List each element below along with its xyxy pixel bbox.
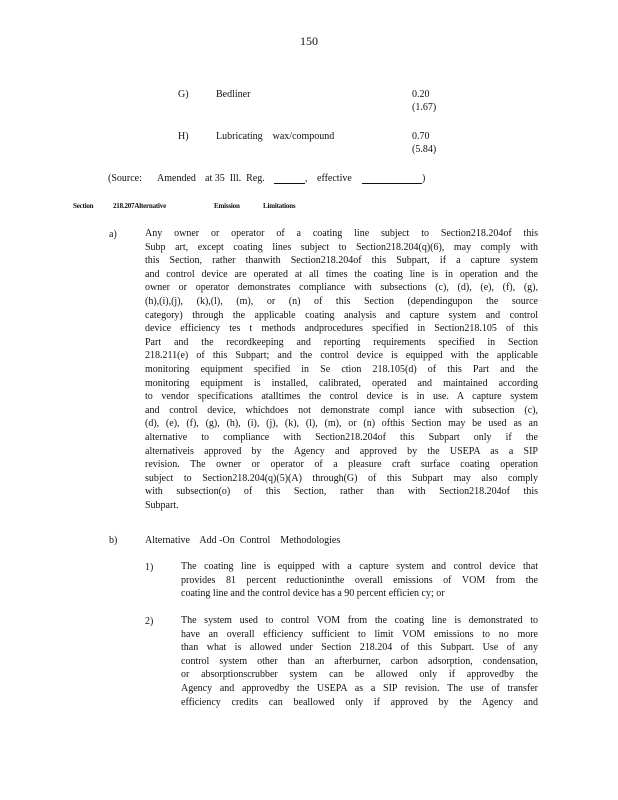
page-number: 150 (300, 34, 318, 48)
text-line: Part and the recordkeeping and reporting requirements specified in Section (145, 336, 538, 348)
text-line: category) through the applicable coating analysis and capture system and control (145, 309, 538, 321)
source-register: at 35 Ill. Reg. (205, 173, 265, 184)
text-line: The system used to control VOM from the coating line is demonstrated to (181, 615, 538, 626)
text-line: coating line and the control device has a 90 percent efficien cy; or (181, 588, 445, 600)
sub2-body (181, 614, 538, 709)
section-label: Section (73, 202, 94, 210)
text-line: efficiency credits can beallowed only if approved by the Agency and (181, 696, 538, 708)
section-title-word-2: Limitations (263, 202, 296, 210)
text-line: monitoring equipment is installed, calibrated, operated and maintained according (145, 377, 538, 389)
row-g-value2: (1.67) (412, 102, 437, 113)
text-line: (h),(i),(j), (k),(l), (m), or (n) of this Section (dependingupon the source (145, 295, 538, 307)
text-line: alternativeis approved by the Agency and approved by the USEPA as a SIP (145, 445, 538, 457)
para-a-body (145, 227, 538, 512)
para-b-label: b) (109, 535, 118, 546)
row-h-label: H) (178, 131, 189, 142)
text-line: Subpart. (145, 499, 179, 511)
source-blank-2 (362, 172, 422, 188)
text-line: (d), (e), (f), (g), (h), (i), (j), (k), (l), (m), or (n) ofthis Section may be used as an (145, 418, 538, 430)
text-line: or absorptionscrubber system can be allowed only if approvedby the (181, 669, 538, 681)
text-line: and control device, whichdoes not demonstrate compl iance with subsection (c), (145, 404, 538, 416)
row-h-item: Lubricating wax/compound (216, 131, 335, 142)
text-line: than what is allowed under Section 218.204 of this Subpart. Use of any (181, 642, 538, 654)
sub1-body (181, 560, 538, 601)
text-line: The coating line is equipped with a capture system and control device that (181, 561, 538, 572)
text-line: to vendor specifications atalltimes the control device is in use. A capture system (145, 391, 538, 403)
source-effective: effective (317, 173, 352, 184)
text-line: provides 81 percent reductioninthe overall emissions of VOM from the (181, 574, 538, 586)
text-line: owner or operator demonstrates compliance with subsections (c), (d), (e), (f), (g), (145, 282, 538, 294)
text-line: subject to Section218.204(q)(5)(A) through(G) of this Subpart may also comply (145, 472, 538, 484)
row-h-value: 0.70 (412, 131, 430, 142)
text-line: revision. The owner or operator of a pleasure craft surface coating operation (145, 459, 538, 471)
text-line: 218.211(e) of this Subpart; and the control device is equipped with the applicable (145, 350, 538, 362)
source-prefix: (Source: (108, 173, 142, 184)
para-b-title: Alternative Add -On Control Methodologies (145, 535, 341, 546)
text-line: Any owner or operator of a coating line subject to Section218.204of this (145, 228, 538, 239)
para-a-label: a) (109, 229, 117, 240)
source-amended: Amended (157, 173, 196, 184)
sub2-label: 2) (145, 616, 154, 627)
text-line: with subsection(o) of this Section, rather than with Section218.204of this (145, 486, 538, 498)
text-line: alternative to compliance with Section218.204of this Subpart only if the (145, 431, 538, 443)
text-line: control system other than an afterburner, carbon adsorption, condensation, (181, 655, 538, 667)
section-title-word-1: Emission (214, 202, 240, 210)
row-g-label: G) (178, 89, 189, 100)
text-line: and control device are operated at all times the coating line is in operation and the (145, 268, 538, 280)
row-h-value2: (5.84) (412, 144, 437, 155)
source-comma: , (305, 173, 308, 184)
text-line: Subp art, except coating lines subject to Section218.204(q)(6), may comply with (145, 241, 538, 253)
section-number: 218.207Alternative (113, 202, 166, 210)
source-blank-1 (274, 172, 305, 188)
source-close: ) (422, 173, 426, 184)
row-g-item: Bedliner (216, 89, 251, 100)
text-line: device efficiency tes t methods andprocedures specified in Section218.105 of this (145, 323, 538, 335)
text-line: this Section, rather thanwith Section218.204of this Subpart, if a capture system (145, 255, 538, 267)
sub1-label: 1) (145, 562, 154, 573)
text-line: monitoring equipment specified in Se ction 218.105(d) of this Part and the (145, 363, 538, 375)
text-line: have an overall efficiency sufficient to limit VOM emissions to no more (181, 628, 538, 640)
text-line: Agency and approvedby the USEPA as a SIP revision. The use of transfer (181, 682, 538, 694)
row-g-value: 0.20 (412, 89, 430, 100)
